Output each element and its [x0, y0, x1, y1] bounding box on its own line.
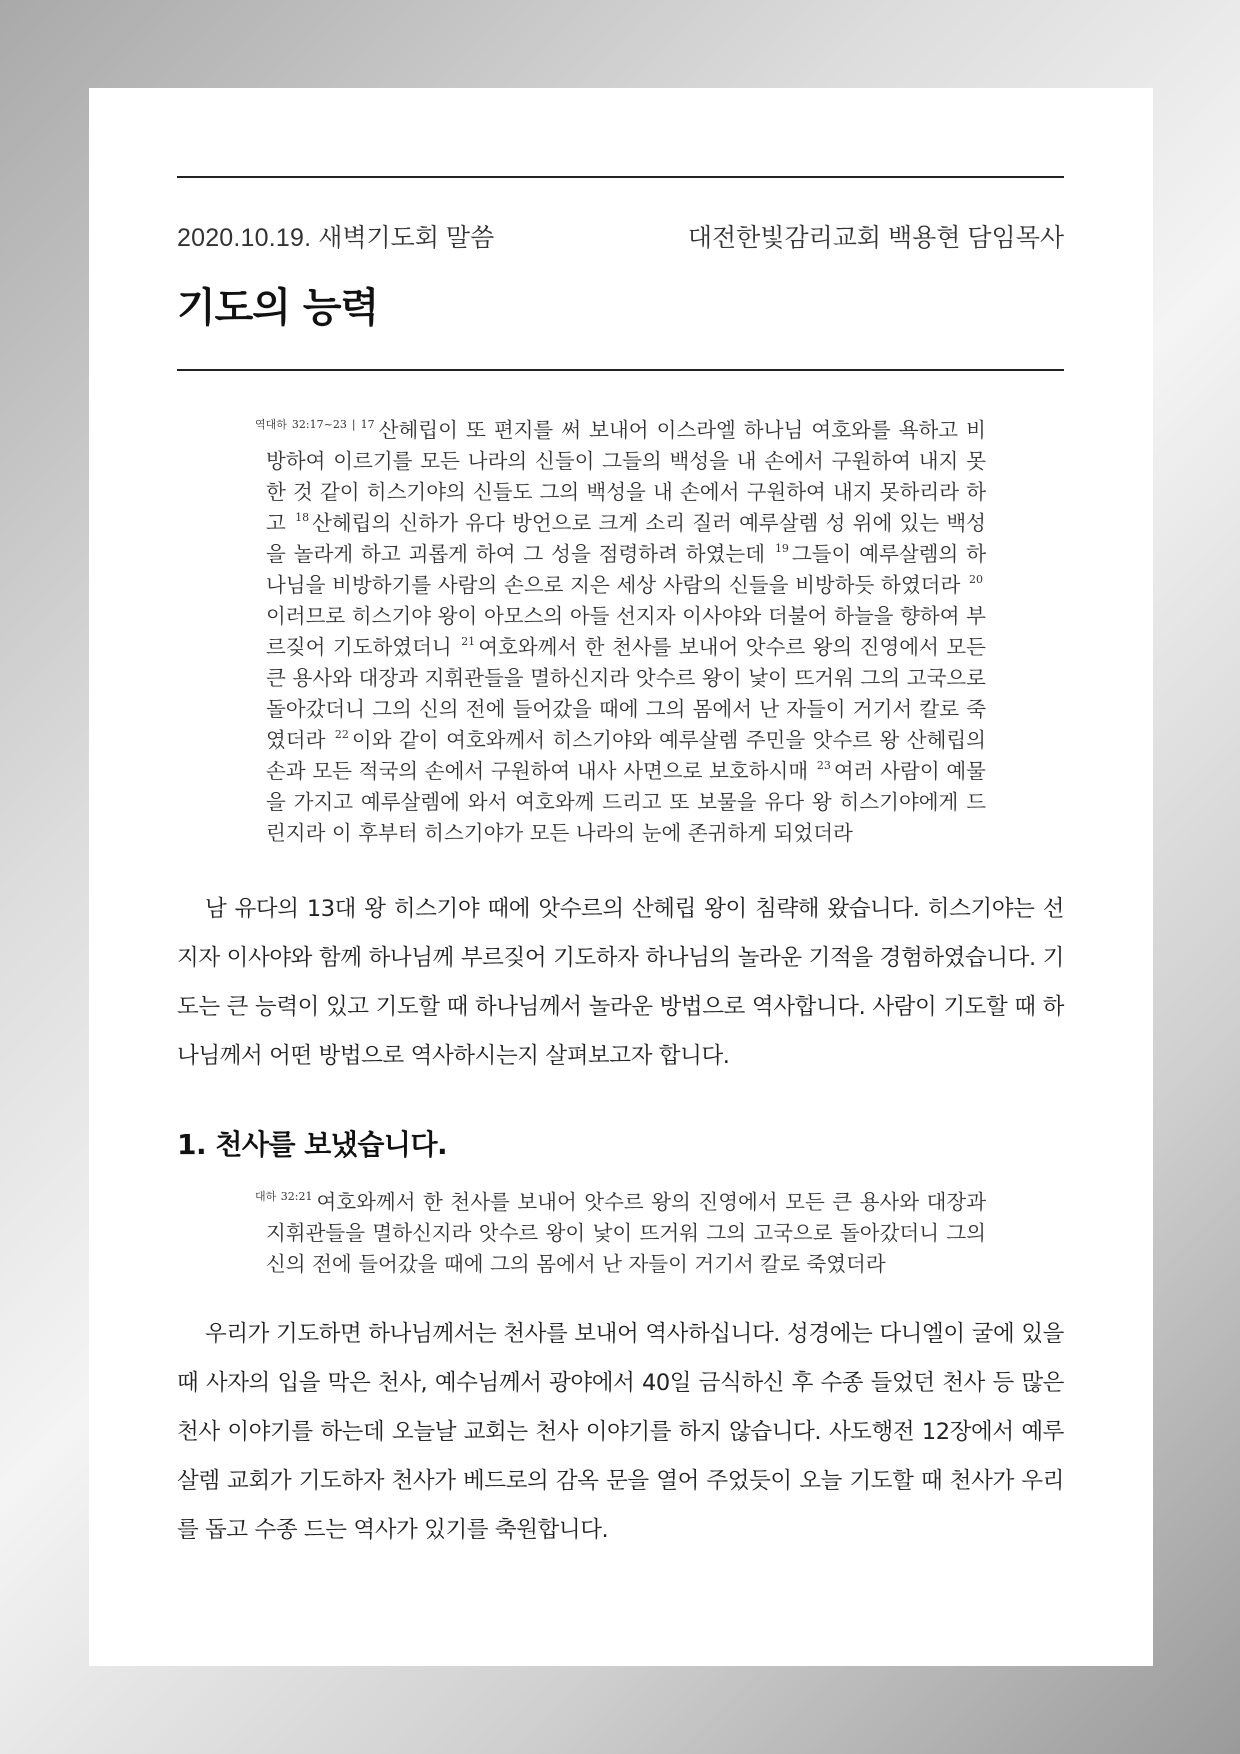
section1-scripture-text: 여호와께서 한 천사를 보내어 앗수르 왕의 진영에서 모든 큰 용사와 대장과 지휘관들을 멸하신지라 앗수르 왕이 낯이 뜨거워 그의 고국으로 돌아갔더니 그의 신의 전에 들어갔을 때에 그의 몸에서 난 자들이 거기서 칼로 죽였더라 — [266, 1190, 986, 1276]
document-page — [89, 88, 1153, 1666]
top-divider — [177, 176, 1064, 178]
sermon-date: 2020.10.19. — [177, 224, 312, 252]
verse-20: 이러므로 히스기야 왕이 아모스의 아들 선지자 이사야와 더불어 하늘을 향하여 부르짖어 기도하였더니 — [266, 604, 986, 659]
header-right — [688, 218, 1064, 254]
pastor-name: 백용현 담임목사 — [888, 224, 1064, 252]
verse-number-18: 18 — [295, 511, 310, 524]
header-left — [177, 218, 494, 254]
section1-scripture-reference: 대하 32:21 — [255, 1190, 313, 1203]
verse-17: 산헤립이 또 편지를 써 보내어 이스라엘 하나님 여호와를 욕하고 비방하여 이르기를 모든 나라의 신들이 그들의 백성을 내 손에서 구원하여 내지 못한 것 같이 히스기야의 신들도 그의 백성을 내 손에서 구원하여 내지 못하리라 하고 — [266, 418, 986, 535]
intro-paragraph: 남 유다의 13대 왕 히스기야 때에 앗수르의 산헤립 왕이 침략해 왔습니다. 히스기야는 선지자 이사야와 함께 하나님께 부르짖어 기도하자 하나님의 놀라운 기적을 경험하였습니다. 기도는 큰 능력이 있고 기도할 때 하나님께서 놀라운 방법으로 역사합니다. 사람이 기도할 때 하나님께서 어떤 방법으로 역사하시는지 살펴보고자 합니다. — [177, 896, 1064, 1069]
section1-scripture — [255, 1187, 986, 1280]
scripture-passage — [255, 415, 986, 849]
service-name: 새벽기도회 말씀 — [318, 224, 495, 252]
verse-19: 그들이 예루살렘의 하나님을 비방하기를 사람의 손으로 지은 세상 사람의 신들을 비방하듯 하였더라 — [266, 542, 986, 597]
page-content — [177, 176, 1064, 1578]
verse-18: 산헤립의 신하가 유다 방언으로 크게 소리 질러 예루살렘 성 위에 있는 백성을 놀라게 하고 괴롭게 하여 그 성을 점령하려 하였는데 — [266, 511, 986, 566]
verse-number-22: 22 — [334, 728, 349, 741]
verse-number-21: 21 — [461, 635, 476, 648]
verse-23: 여러 사람이 예물을 가지고 예루살렘에 와서 여호와께 드리고 또 보물을 유다 왕 히스기야에게 드린지라 이 후부터 히스기야가 모든 나라의 눈에 존귀하게 되었더라 — [266, 759, 986, 845]
verse-22: 이와 같이 여호와께서 히스기야와 예루살렘 주민을 앗수르 왕 산헤립의 손과 모든 적국의 손에서 구원하여 내사 사면으로 보호하시매 — [266, 728, 986, 783]
verse-number-19: 19 — [774, 542, 789, 555]
verse-number-20: 20 — [969, 573, 983, 586]
scripture-reference: 역대하 32:17~23 | 17 — [255, 418, 375, 431]
header-row — [177, 218, 1064, 254]
church-name: 대전한빛감리교회 — [687, 224, 882, 252]
bottom-divider — [177, 369, 1064, 371]
verse-number-23: 23 — [816, 759, 831, 772]
section-heading-1: 1. 천사를 보냈습니다. — [177, 1128, 448, 1161]
page-title: 기도의 능력 — [177, 285, 379, 331]
verse-21: 여호와께서 한 천사를 보내어 앗수르 왕의 진영에서 모든 큰 용사와 대장과 지휘관들을 멸하신지라 앗수르 왕이 낯이 뜨거워 그의 고국으로 돌아갔더니 그의 신의 전에 들어갔을 때에 그의 몸에서 난 자들이 거기서 칼로 죽였더라 — [266, 635, 986, 752]
section1-paragraph: 우리가 기도하면 하나님께서는 천사를 보내어 역사하십니다. 성경에는 다니엘이 굴에 있을 때 사자의 입을 막은 천사, 예수님께서 광야에서 40일 금식하신 후 수종 들었던 천사 등 많은 천사 이야기를 하는데 오늘날 교회는 천사 이야기를 하지 않습니다. 사도행전 12장에서 예루살렘 교회가 기도하자 천사가 베드로의 감옥 문을 열어 주었듯이 오늘 기도할 때 천사가 우리를 돕고 수종 드는 역사가 있기를 축원합니다. — [177, 1321, 1064, 1543]
